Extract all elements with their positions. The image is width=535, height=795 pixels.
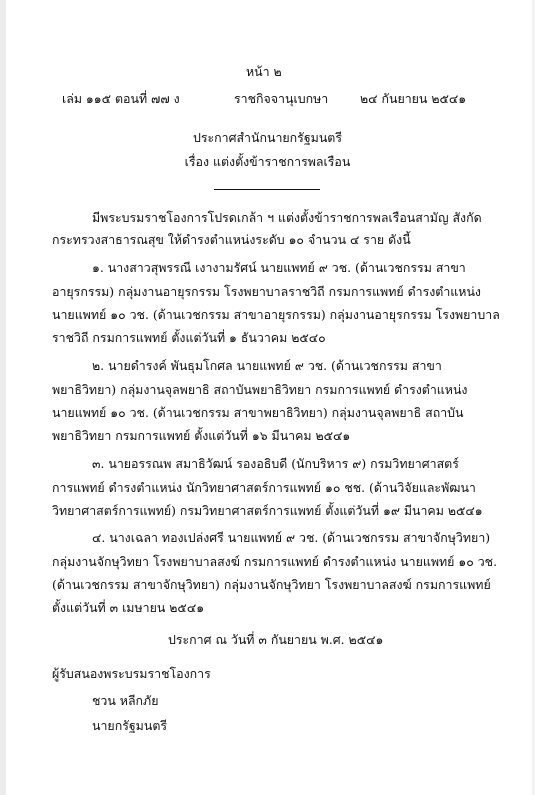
signatory-position: นายกรัฐมนตรี xyxy=(92,718,168,733)
item-1-line: นายแพทย์ ๑๐ วช. (ด้านเวชกรรม สาขาอายุรกรรม) กลุ่มงานอายุรกรรม โรงพยาบาล xyxy=(52,307,500,322)
announcement-date: ประกาศ ณ วันที่ ๓ กันยายน พ.ศ. ๒๕๔๑ xyxy=(168,632,384,647)
item-1-line: ๑. นางสาวสุพรรณี เงางามรัศน์ นายแพทย์ ๙ วช. (ด้านเวชกรรม สาขา xyxy=(92,260,466,275)
intro-line: กระทรวงสาธารณสุข ให้ดำรงตำแหน่งระดับ ๑๐ จำนวน ๔ ราย ดังนี้ xyxy=(52,232,411,247)
item-2-line: พยาธิวิทยา) กลุ่มงานจุลพยาธิ สถาบันพยาธิวิทยา กรมการแพทย์ ดำรงตำแหน่ง xyxy=(52,382,468,397)
signatory-name: ชวน หลีกภัย xyxy=(92,693,159,708)
item-4-line: ๔. นางเฉลา ทองเปล่งศรี นายแพทย์ ๙ วช. (ด้านเวชกรรม สาขาจักษุวิทยา) xyxy=(92,530,491,545)
countersign-label: ผู้รับสนองพระบรมราชโองการ xyxy=(52,666,211,681)
issue-date: ๒๔ กันยายน ๒๕๔๑ xyxy=(360,91,467,106)
item-3-line: ๓. นายอรรณพ สมาธิวัฒน์ รองอธิบดี (นักบริหาร ๙) กรมวิทยาศาสตร์ xyxy=(92,456,459,471)
title-divider xyxy=(214,189,320,190)
gazette-name: ราชกิจจานุเบกษา xyxy=(234,91,329,106)
item-3-line: วิทยาศาสตร์การแพทย์) กรมวิทยาศาสตร์การแพทย์ ตั้งแต่วันที่ ๑๙ มีนาคม ๒๕๔๑ xyxy=(52,503,483,518)
item-4-line: ตั้งแต่วันที่ ๓ เมษายน ๒๕๔๑ xyxy=(52,600,205,615)
document-subject: เรื่อง แต่งตั้งข้าราชการพลเรือน xyxy=(184,154,351,169)
document-title: ประกาศสำนักนายกรัฐมนตรี xyxy=(192,130,342,145)
item-3-line: การแพทย์ ดำรงตำแหน่ง นักวิทยาศาสตร์การแพทย์ ๑๐ ชช. (ด้านวิจัยและพัฒนา xyxy=(52,480,476,495)
item-4-line: (ด้านเวชกรรม สาขาจักษุวิทยา) กลุ่มงานจักษุวิทยา โรงพยาบาลสงฆ์ กรมการแพทย์ xyxy=(52,577,491,592)
item-1-line: ราชวิถี กรมการแพทย์ ตั้งแต่วันที่ ๑ ธันวาคม ๒๕๔๐ xyxy=(52,330,326,345)
item-4-line: กลุ่มงานจักษุวิทยา โรงพยาบาลสงฆ์ กรมการแพทย์ ดำรงตำแหน่ง นายแพทย์ ๑๐ วช. xyxy=(52,554,498,569)
item-2-line: นายแพทย์ ๑๐ วช. (ด้านเวชกรรม สาขาพยาธิวิทยา) กลุ่มงานจุลพยาธิ สถาบัน xyxy=(52,405,464,420)
scan-left-edge xyxy=(0,0,6,795)
item-1-line: อายุรกรรม) กลุ่มงานอายุรกรรม โรงพยาบาลราชวิถี กรมการแพทย์ ดำรงตำแหน่ง xyxy=(52,284,481,299)
intro-line: มีพระบรมราชโองการโปรดเกล้า ฯ แต่งตั้งข้าราชการพลเรือนสามัญ สังกัด xyxy=(92,210,482,225)
volume-issue: เล่ม ๑๑๕ ตอนที่ ๗๗ ง xyxy=(62,91,180,106)
item-2-line: พยาธิวิทยา กรมการแพทย์ ตั้งแต่วันที่ ๑๖ มีนาคม ๒๕๔๑ xyxy=(52,428,351,443)
item-2-line: ๒. นายดำรงค์ พันธุมโกศล นายแพทย์ ๙ วช. (ด้านเวชกรรม สาขา xyxy=(92,358,442,373)
page-number: หน้า ๒ xyxy=(246,64,282,79)
